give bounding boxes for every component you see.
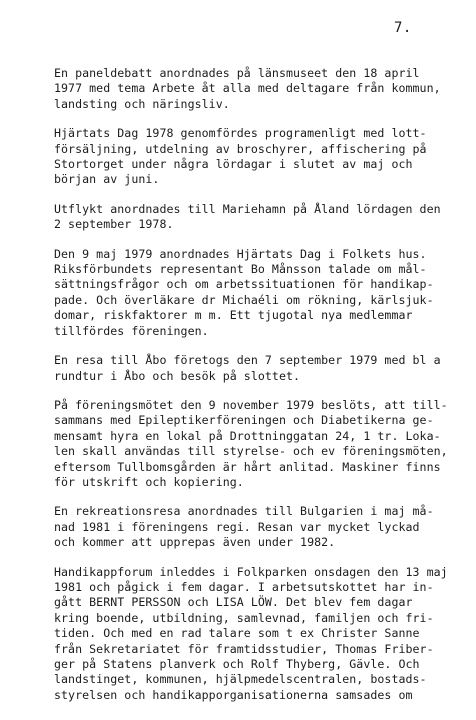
text-line: sammans med Epileptikerföreningen och Diabetikerna ge- — [54, 413, 434, 428]
paragraph — [54, 353, 464, 384]
paragraph — [54, 126, 464, 188]
text-line: 2 september 1978. — [54, 217, 174, 232]
text-line: tillfördes föreningen. — [54, 323, 209, 338]
text-line: len skall användas till styrelse- och ev föreningsmöten, — [54, 444, 448, 459]
text-line: tiden. Och med en rad talare som t ex Christer Sanne — [54, 626, 420, 641]
text-line: och kommer att upprepas även under 1982. — [54, 535, 336, 550]
text-line: från Sekretariatet för framtidsstudier, Thomas Friber- — [54, 641, 434, 656]
text-line: På föreningsmötet den 9 november 1979 beslöts, att till- — [54, 397, 448, 412]
paragraph — [54, 66, 464, 112]
text-line: rundtur i Åbo och besök på slottet. — [54, 368, 301, 383]
text-line: En rekreationsresa anordnades till Bulgarien i maj må- — [54, 504, 434, 519]
text-line: försäljning, utdelning av broschyrer, affischering på — [54, 141, 427, 156]
text-line: mensamt hyra en lokal på Drottninggatan 24, 1 tr. Loka- — [54, 428, 441, 443]
text-line: eftersom Tullbomsgården är hårt anlitad. Maskiner finns — [54, 459, 441, 474]
text-line: pade. Och överläkare dr Michaéli om rökning, kärlsjuk- — [54, 292, 434, 307]
text-line: kring boende, utbildning, samlevnad, familjen och fri- — [54, 610, 434, 625]
text-line: sättningsfrågor och om arbetssituationen för handikap- — [54, 277, 434, 292]
paragraph — [54, 504, 464, 550]
text-line: Den 9 maj 1979 anordnades Hjärtats Dag i Folkets hus. — [54, 246, 427, 261]
text-line: nad 1981 i föreningens regi. Resan var mycket lyckad — [54, 519, 420, 534]
paragraph — [54, 202, 464, 233]
text-line: Handikappforum inleddes i Folkparken onsdagen den 13 maj — [54, 564, 448, 579]
text-line: 1977 med tema Arbete åt alla med deltagare från kommun, — [54, 81, 441, 96]
body-text — [54, 66, 464, 717]
text-line: Riksförbundets representant Bo Månsson talade om mål- — [54, 262, 427, 277]
paragraph — [54, 398, 464, 490]
text-line: domar, riskfaktorer m m. Ett tjugotal nya medlemmar — [54, 308, 413, 323]
paragraph — [54, 565, 464, 704]
text-line: början av juni. — [54, 172, 160, 187]
text-line: landsting och näringsliv. — [54, 96, 230, 111]
text-line: Hjärtats Dag 1978 genomfördes programenligt med lott- — [54, 126, 427, 141]
text-line: Stortorget under några lördagar i slutet av maj och — [54, 157, 413, 172]
text-line: 1981 och pågick i fem dagar. I arbetsutskottet har in- — [54, 579, 434, 594]
text-line: En paneldebatt anordnades på länsmuseet den 18 april — [54, 66, 420, 80]
text-line: gått BERNT PERSSON och LISA LÖW. Det blev fem dagar — [54, 595, 413, 610]
page-number: 7. — [394, 20, 412, 36]
text-line: för utskrift och kopiering. — [54, 474, 244, 489]
text-line: En resa till Åbo företogs den 7 september 1979 med bl a — [54, 353, 441, 368]
text-line: landstinget, kommunen, hjälpmedelscentralen, bostads- — [54, 672, 427, 687]
paragraph — [54, 247, 464, 339]
text-line: Utflykt anordnades till Mariehamn på Åland lördagen den — [54, 201, 441, 216]
text-line: styrelsen och handikapporganisationerna samsades om — [54, 687, 413, 702]
text-line: ger på Statens planverk och Rolf Thyberg, Gävle. Och — [54, 657, 420, 671]
